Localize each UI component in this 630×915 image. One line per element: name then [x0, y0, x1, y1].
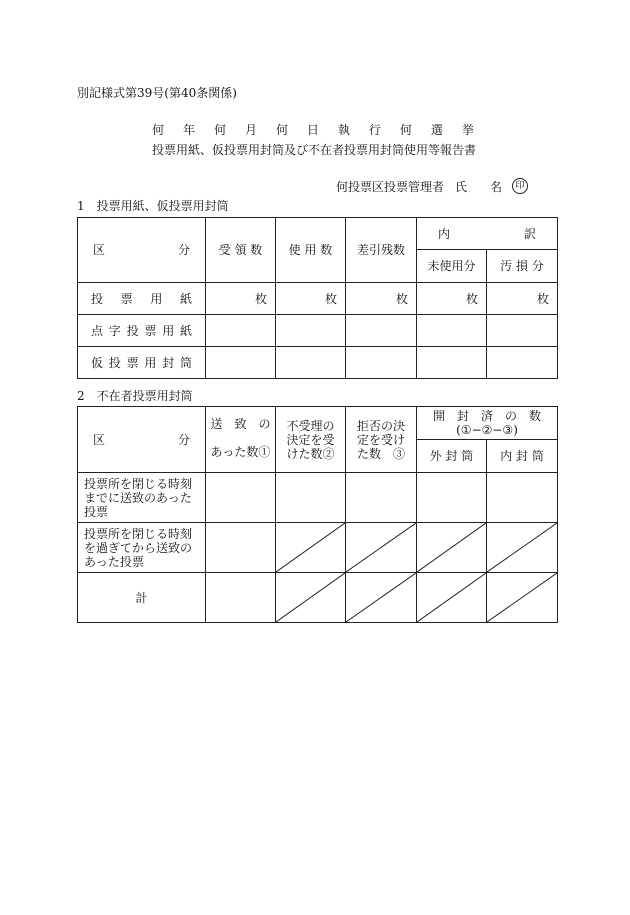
empty-cell	[346, 315, 417, 347]
empty-cell	[276, 347, 346, 379]
unit-cell: 枚	[487, 283, 558, 315]
unit-cell: 枚	[276, 283, 346, 315]
empty-cell	[487, 315, 558, 347]
header-opened: 開 封 済 の 数 (①−②−③)	[417, 407, 558, 440]
unit-cell: 枚	[346, 283, 417, 315]
empty-cell	[417, 315, 487, 347]
usage-table	[77, 217, 558, 379]
header-category: 区 分	[78, 218, 206, 283]
empty-cell	[206, 573, 276, 623]
empty-cell	[206, 315, 276, 347]
diagonal-line	[276, 573, 345, 622]
struck-cell	[346, 523, 417, 573]
unit-cell: 枚	[206, 283, 276, 315]
name-label-second: 名	[490, 180, 503, 194]
row-label: 投票所を閉じる時刻 を過ぎてから送致の あった投票	[78, 523, 206, 573]
header-damaged: 汚 損 分	[487, 250, 558, 283]
empty-cell	[417, 473, 487, 523]
diagonal-line	[487, 573, 557, 622]
header-sent: 送 致 の あった数①	[206, 407, 276, 473]
empty-cell	[346, 347, 417, 379]
header-breakdown: 内 訳	[417, 218, 558, 250]
header-received: 受 領 数	[206, 218, 276, 283]
table-row	[78, 347, 558, 379]
row-label: 投票所を閉じる時刻 までに送致のあった 投票	[78, 473, 206, 523]
diagonal-line	[487, 523, 557, 572]
form-number: 別記様式第39号(第40条関係)	[77, 86, 237, 100]
table-row	[78, 523, 558, 573]
diagonal-line	[346, 573, 416, 622]
empty-cell	[206, 347, 276, 379]
row-label: 点 字 投 票 用 紙	[78, 315, 206, 347]
struck-cell	[487, 523, 558, 573]
row-label: 仮 投 票 用 封 筒	[78, 347, 206, 379]
empty-cell	[417, 347, 487, 379]
header-unused: 未使用分	[417, 250, 487, 283]
empty-cell	[276, 315, 346, 347]
seal-mark: 印	[512, 178, 528, 194]
section2-heading: 2 不在者投票用封筒	[77, 389, 193, 403]
empty-cell	[346, 473, 417, 523]
empty-cell	[276, 473, 346, 523]
empty-cell	[487, 473, 558, 523]
header-refused: 拒否の決 定を受け た数 ③	[346, 407, 417, 473]
table-row	[78, 473, 558, 523]
struck-cell	[417, 573, 487, 623]
header-rejected: 不受理の 決定を受 けた数②	[276, 407, 346, 473]
empty-cell	[487, 347, 558, 379]
table-row	[78, 315, 558, 347]
header-inner-envelope: 内 封 筒	[487, 440, 558, 473]
header-category: 区 分	[78, 407, 206, 473]
header-outer-envelope: 外 封 筒	[417, 440, 487, 473]
manager-label: 何投票区投票管理者	[336, 180, 445, 194]
row-label: 投 票 用 紙	[78, 283, 206, 315]
struck-cell	[417, 523, 487, 573]
struck-cell	[487, 573, 558, 623]
struck-cell	[276, 523, 346, 573]
absentee-table	[77, 406, 558, 623]
struck-cell	[276, 573, 346, 623]
empty-cell	[206, 473, 276, 523]
title-line2: 投票用紙、仮投票用封筒及び不在者投票用封筒使用等報告書	[152, 143, 477, 157]
diagonal-line	[417, 573, 486, 622]
name-label-first: 氏	[455, 180, 468, 194]
diagonal-line	[276, 523, 345, 572]
diagonal-line	[417, 523, 486, 572]
header-remaining: 差引残数	[346, 218, 417, 283]
table-row	[78, 283, 558, 315]
struck-cell	[346, 573, 417, 623]
section1-heading: 1 投票用紙、仮投票用封筒	[77, 199, 229, 213]
diagonal-line	[346, 523, 416, 572]
header-used: 使 用 数	[276, 218, 346, 283]
row-label-total: 計	[78, 573, 206, 623]
unit-cell: 枚	[417, 283, 487, 315]
title-line1: 何 年 何 月 何 日 執 行 何 選 挙	[152, 123, 474, 137]
table-row	[78, 573, 558, 623]
empty-cell	[206, 523, 276, 573]
